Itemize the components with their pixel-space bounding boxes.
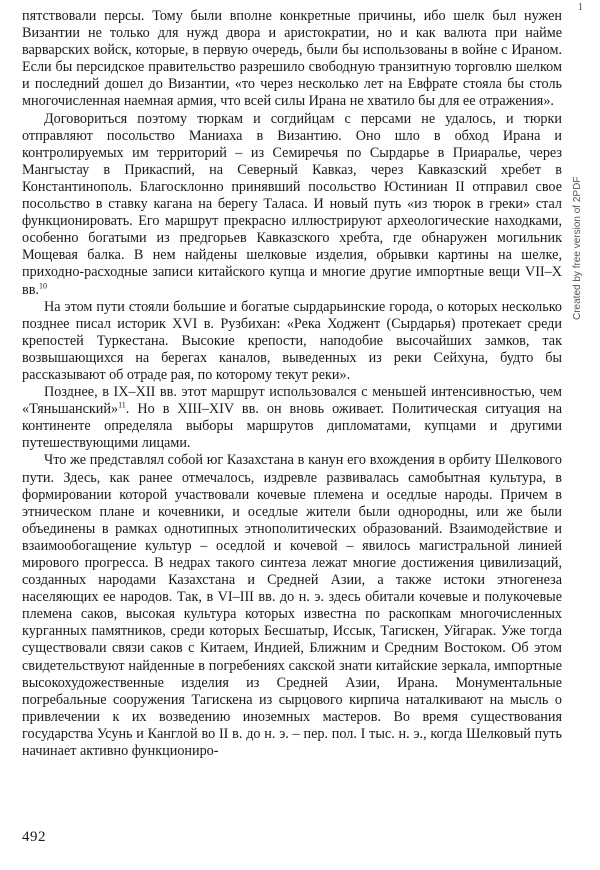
watermark-text: Created by free version of 2PDF: [572, 176, 583, 320]
watermark: [572, 176, 588, 321]
corner-mark: 1: [578, 2, 583, 13]
footnote-ref-10: 10: [38, 280, 47, 290]
body-text: [22, 8, 562, 760]
footnote-ref-11: 11: [118, 400, 126, 410]
paragraph-4: Позднее, в IX–XII вв. этот маршрут использовался с меньшей интенсивностью, чем «Тяньшанский»$^{11}$. Но в XIII–XIV вв. он вновь оживает. Политическая ситуация на континенте определяла выборы маршрутов дипломатами, купцами и другими путешествующими лицами.: [22, 384, 562, 452]
paragraph-1: пятствовали персы. Тому были вполне конкретные причины, ибо шелк был нужен Византии не только для нужд двора и аристократии, но и как валюта при найме варварских войск, которые, в первую очередь, были бы использованы в войне с Ираном. Если бы персидское правительство разрешило свободную транзитную торговлю шелком и последний дошел до Византии, «то через несколько лет на Евфрате стояла бы столь многочисленная наемная армия, что всей силы Ирана не хватило бы для ее отражения».: [22, 8, 562, 110]
paragraph-2: Договориться поэтому тюркам и согдийцам с персами не удалось, и тюрки отправляют посольство Маниаха в Византию. Оно шло в обход Ирана и контролируемых им территорий – из Семиречья по Сырдарье в Приаралье, через Мангыстау в Прикаспий, на Северный Кавказ, через Кавказский хребет в Константинополь. Благосклонно принявший посольство Юстиниан II отправил свое посольство в ставку кагана на берегу Таласа. И новый путь «из тюрок в греки» стал функционировать. Его маршрут прекрасно иллюстрируют археологические находками, особенно богатыми из предгорьев Кавказского хребта, где обнаружен могильник Мощевая балка. В нем найдены шелковые изделия, обрывки картины на шелке, приходно-расходные записи китайского купца и многие другие импортные вещи VII–X вв.$^{10}$: [22, 110, 562, 298]
paragraph-3: На этом пути стояли большие и богатые сырдарьинские города, о которых несколько позднее писал историк XVI в. Рузбихан: «Река Ходжент (Сырдарья) протекает среди крепостей Туркестана. Высокие крепости, наподобие высочайших замков, так возвышающихся на берегах каналов, выведенных из реки Сейхуна, будто бы рассказывают об отраде рая, по которому текут реки».: [22, 298, 562, 383]
page-number: 492: [22, 829, 46, 845]
paragraph-5: Что же представлял собой юг Казахстана в канун его вхождения в орбиту Шелкового пути. Здесь, как ранее отмечалось, издревле развивалась самобытная культура, в формировании которой участвовали кочевые племена и оседлые народы. Причем в этническом плане и кочевники, и оседлые жители были однородны, или же были объединены в рамках однотипных этнополитических образований. Взаимодействие и взаимообогащение культур – оседлой и кочевой – явилось магистральной линией мирового прогресса. В недрах такого синтеза лежат многие достижения цивилизаций, созданных народами Казахстана и Средней Азии, а также истоки этногенеза населяющих ее народов. Так, в VI–III вв. до н. э. здесь обитали кочевые и полукочевые племена саков, высокая культура которых известна по раскопкам многочисленных курганных памятников, среди которых Бесшатыр, Иссык, Тагискен, Уйгарак. Уже тогда существовали связи саков с Китаем, Индией, Ближним и Средним Востоком. Об этом свидетельствуют найденные в погребениях сакской знати китайские зеркала, импортные высокохудожественные изделия из Средней Азии, Ирана. Монументальные погребальные сооружения Тагискена из сырцового кирпича наталкивают на мысль о привлечении к их возведению иноземных мастеров. Во время существования государства Усунь и Канглой во II в. до н. э. – пер. пол. I тыс. н. э., когда Шелковый путь начинает активно функциониро-: [22, 452, 562, 760]
